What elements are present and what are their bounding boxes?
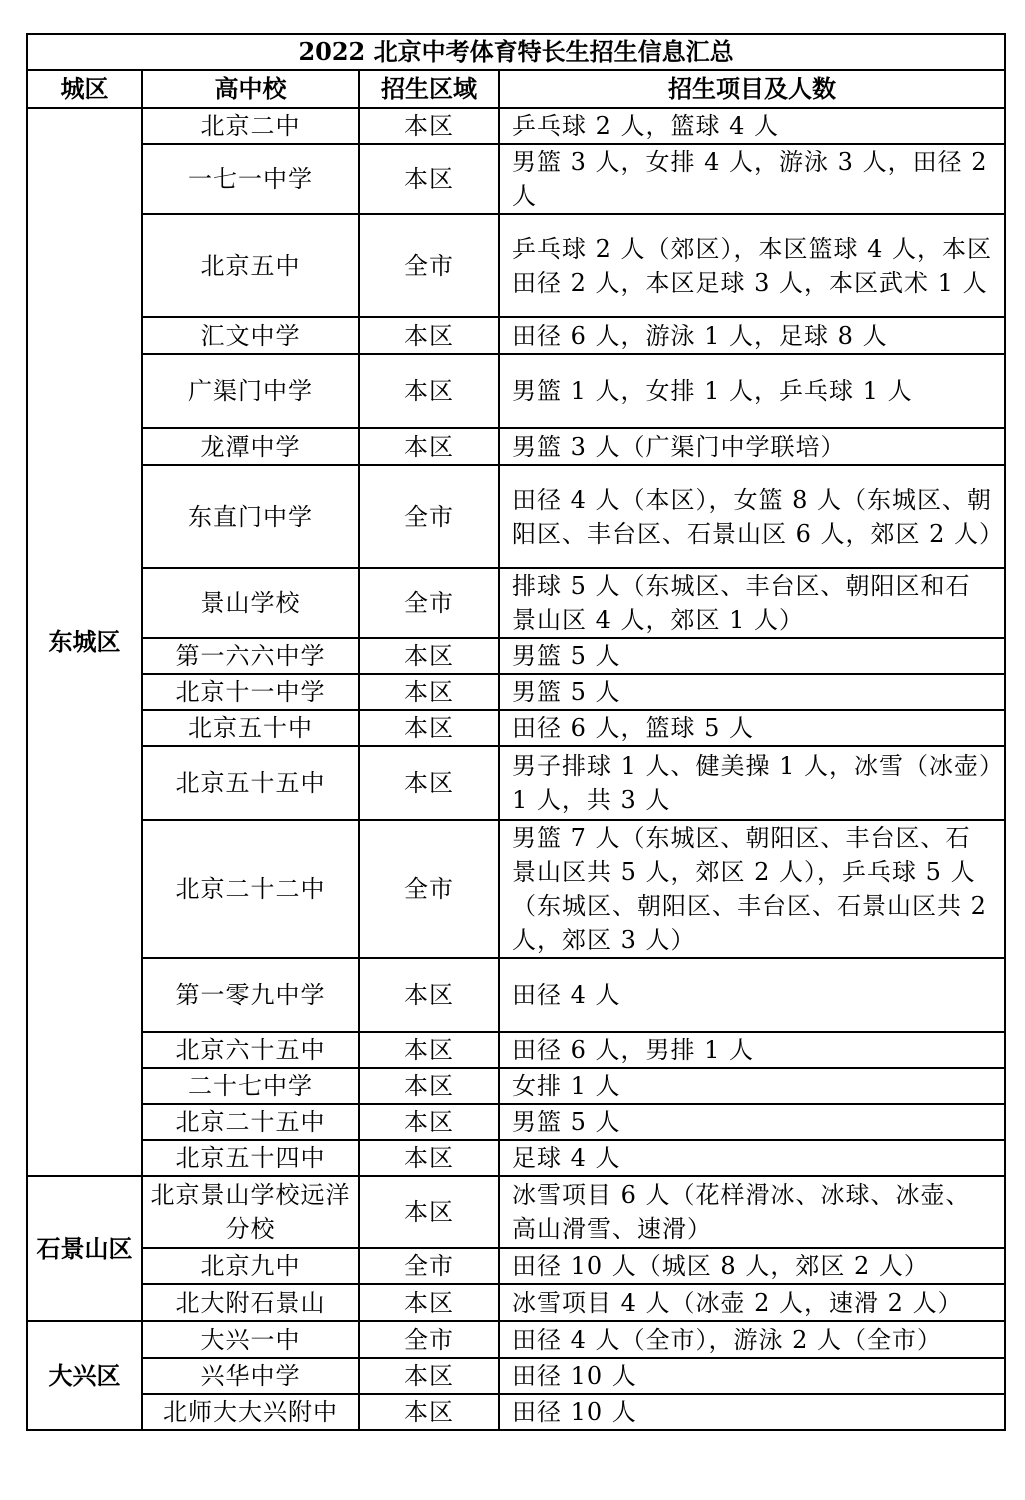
items-cell: 田径 6 人，游泳 1 人，足球 8 人 <box>499 317 1005 354</box>
table-row <box>27 1176 1005 1248</box>
school-cell: 广渠门中学 <box>142 354 359 428</box>
scope-cell: 全市 <box>359 1321 499 1358</box>
items-cell: 田径 6 人，男排 1 人 <box>499 1032 1005 1068</box>
items-cell: 田径 10 人 <box>499 1358 1005 1394</box>
school-cell: 兴华中学 <box>142 1358 359 1394</box>
school-cell: 北师大大兴附中 <box>142 1394 359 1430</box>
scope-cell: 本区 <box>359 354 499 428</box>
school-cell: 北京五十五中 <box>142 746 359 820</box>
table-row <box>27 746 1005 820</box>
table-row <box>27 638 1005 674</box>
school-cell: 北京六十五中 <box>142 1032 359 1068</box>
table-row <box>27 1358 1005 1394</box>
school-cell: 北京二中 <box>142 108 359 144</box>
scope-cell: 全市 <box>359 214 499 317</box>
scope-cell: 本区 <box>359 746 499 820</box>
table-row <box>27 958 1005 1032</box>
table-row <box>27 1140 1005 1176</box>
table-row <box>27 1068 1005 1104</box>
school-cell: 北京二十五中 <box>142 1104 359 1140</box>
district-cell: 石景山区 <box>27 1176 142 1321</box>
items-cell: 乒乓球 2 人（郊区），本区篮球 4 人，本区田径 2 人，本区足球 3 人，本区武术 1 人 <box>499 214 1005 317</box>
school-cell: 北京十一中学 <box>142 674 359 710</box>
school-cell: 大兴一中 <box>142 1321 359 1358</box>
table-row <box>27 144 1005 214</box>
items-cell: 田径 6 人，篮球 5 人 <box>499 710 1005 746</box>
table-row <box>27 214 1005 317</box>
items-cell: 乒乓球 2 人，篮球 4 人 <box>499 108 1005 144</box>
scope-cell: 本区 <box>359 674 499 710</box>
items-cell: 男篮 3 人（广渠门中学联培） <box>499 428 1005 465</box>
scope-cell: 本区 <box>359 1068 499 1104</box>
table-row <box>27 1284 1005 1321</box>
items-cell: 男篮 5 人 <box>499 638 1005 674</box>
header-school: 高中校 <box>142 70 359 108</box>
scope-cell: 本区 <box>359 1140 499 1176</box>
table-row <box>27 820 1005 958</box>
scope-cell: 本区 <box>359 958 499 1032</box>
school-cell: 北京景山学校远洋分校 <box>142 1176 359 1248</box>
items-cell: 田径 4 人 <box>499 958 1005 1032</box>
table-body <box>27 108 1005 1430</box>
district-cell: 大兴区 <box>27 1321 142 1430</box>
scope-cell: 本区 <box>359 638 499 674</box>
items-cell: 排球 5 人（东城区、丰台区、朝阳区和石景山区 4 人，郊区 1 人） <box>499 568 1005 638</box>
items-cell: 女排 1 人 <box>499 1068 1005 1104</box>
table-row <box>27 710 1005 746</box>
scope-cell: 本区 <box>359 428 499 465</box>
scope-cell: 本区 <box>359 1032 499 1068</box>
scope-cell: 本区 <box>359 1176 499 1248</box>
header-district: 城区 <box>27 70 142 108</box>
school-cell: 东直门中学 <box>142 465 359 568</box>
items-cell: 冰雪项目 4 人（冰壶 2 人，速滑 2 人） <box>499 1284 1005 1321</box>
items-cell: 足球 4 人 <box>499 1140 1005 1176</box>
items-cell: 男篮 3 人，女排 4 人，游泳 3 人，田径 2 人 <box>499 144 1005 214</box>
table-row <box>27 674 1005 710</box>
table-row <box>27 354 1005 428</box>
table-row <box>27 1394 1005 1430</box>
items-cell: 田径 10 人（城区 8 人，郊区 2 人） <box>499 1248 1005 1284</box>
scope-cell: 本区 <box>359 1284 499 1321</box>
scope-cell: 全市 <box>359 820 499 958</box>
table-row <box>27 317 1005 354</box>
table-row <box>27 1321 1005 1358</box>
school-cell: 景山学校 <box>142 568 359 638</box>
scope-cell: 本区 <box>359 144 499 214</box>
header-scope: 招生区域 <box>359 70 499 108</box>
school-cell: 北京五十四中 <box>142 1140 359 1176</box>
table-title: 2022 北京中考体育特长生招生信息汇总 <box>27 34 1005 70</box>
scope-cell: 本区 <box>359 108 499 144</box>
scope-cell: 全市 <box>359 465 499 568</box>
header-items: 招生项目及人数 <box>499 70 1005 108</box>
items-cell: 男篮 5 人 <box>499 674 1005 710</box>
school-cell: 二十七中学 <box>142 1068 359 1104</box>
items-cell: 男篮 7 人（东城区、朝阳区、丰台区、石景山区共 5 人，郊区 2 人），乒乓球 5 人（东城区、朝阳区、丰台区、石景山区共 2 人，郊区 3 人） <box>499 820 1005 958</box>
district-cell: 东城区 <box>27 108 142 1176</box>
school-cell: 北京二十二中 <box>142 820 359 958</box>
table-row <box>27 465 1005 568</box>
items-cell: 冰雪项目 6 人（花样滑冰、冰球、冰壶、高山滑雪、速滑） <box>499 1176 1005 1248</box>
scope-cell: 本区 <box>359 1394 499 1430</box>
sports-recruitment-table <box>26 33 1006 1431</box>
items-cell: 田径 10 人 <box>499 1394 1005 1430</box>
items-cell: 男子排球 1 人、健美操 1 人，冰雪（冰壶）1 人，共 3 人 <box>499 746 1005 820</box>
school-cell: 一七一中学 <box>142 144 359 214</box>
items-cell: 田径 4 人（本区），女篮 8 人（东城区、朝阳区、丰台区、石景山区 6 人，郊区 2 人） <box>499 465 1005 568</box>
school-cell: 汇文中学 <box>142 317 359 354</box>
scope-cell: 全市 <box>359 568 499 638</box>
school-cell: 北大附石景山 <box>142 1284 359 1321</box>
table-row <box>27 108 1005 144</box>
items-cell: 男篮 5 人 <box>499 1104 1005 1140</box>
scope-cell: 本区 <box>359 1104 499 1140</box>
scope-cell: 本区 <box>359 317 499 354</box>
scope-cell: 本区 <box>359 710 499 746</box>
school-cell: 北京五十中 <box>142 710 359 746</box>
scope-cell: 全市 <box>359 1248 499 1284</box>
table-row <box>27 568 1005 638</box>
school-cell: 北京九中 <box>142 1248 359 1284</box>
items-cell: 男篮 1 人，女排 1 人，乒乓球 1 人 <box>499 354 1005 428</box>
school-cell: 龙潭中学 <box>142 428 359 465</box>
scope-cell: 本区 <box>359 1358 499 1394</box>
table-row <box>27 1104 1005 1140</box>
table-row <box>27 428 1005 465</box>
items-cell: 田径 4 人（全市），游泳 2 人（全市） <box>499 1321 1005 1358</box>
school-cell: 第一六六中学 <box>142 638 359 674</box>
table-row <box>27 1248 1005 1284</box>
table-row <box>27 1032 1005 1068</box>
school-cell: 第一零九中学 <box>142 958 359 1032</box>
school-cell: 北京五中 <box>142 214 359 317</box>
